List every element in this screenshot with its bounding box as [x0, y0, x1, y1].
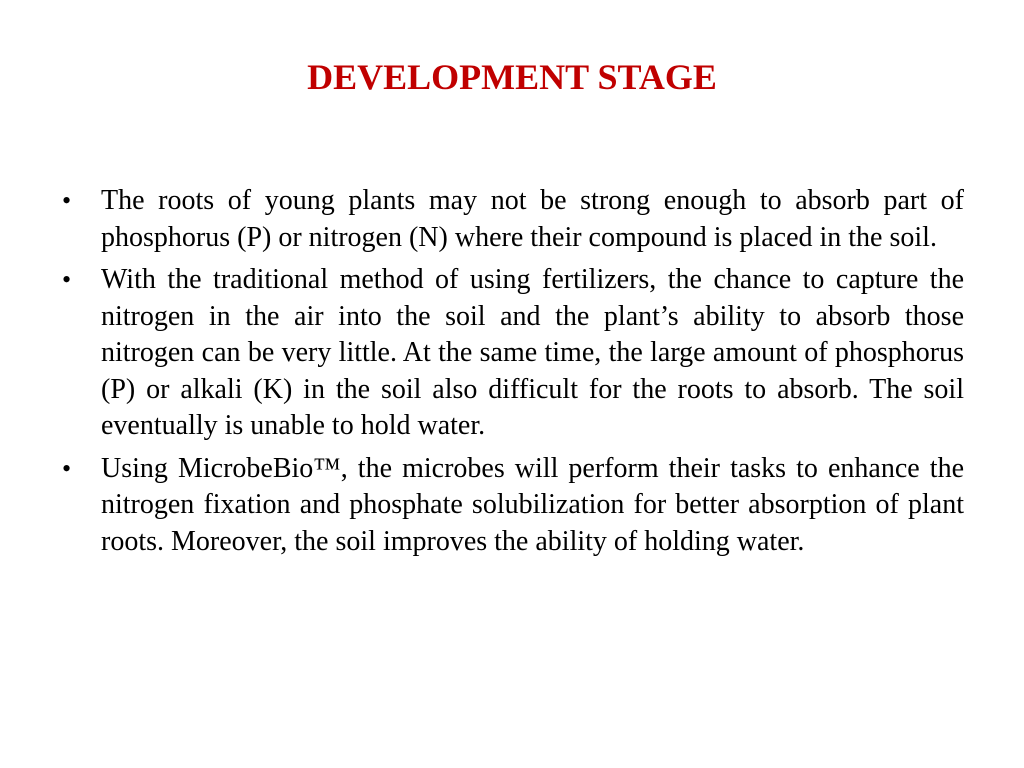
bullet-list [62, 183, 964, 566]
bullet-text: With the traditional method of using fertilizers, the chance to capture the nitrogen in the air into the soil and the plant’s ability to absorb those nitrogen can be very little. At the same time, the large amount of phosphorus (P) or alkali (K) in the soil also difficult for the roots to absorb. The soil eventually is unable to hold water. [101, 264, 964, 441]
bullet-item-roots [62, 183, 964, 256]
bullet-item-microbebio [62, 451, 964, 561]
bullet-icon: • [62, 453, 72, 483]
slide-title: DEVELOPMENT STAGE [307, 57, 717, 97]
bullet-icon: • [62, 186, 72, 215]
bullet-icon: • [62, 265, 72, 294]
bullet-text: Using MicrobeBio™, the microbes will perform their tasks to enhance the nitrogen fixation and phosphate solubilization for better absorption of plant roots. Moreover, the soil improves the ability of holding water. [101, 452, 964, 557]
bullet-text: The roots of young plants may not be strong enough to absorb part of phosphorus (P) or nitrogen (N) where their compound is placed in the soil. [101, 185, 964, 253]
bullet-item-traditional-method [62, 262, 964, 445]
